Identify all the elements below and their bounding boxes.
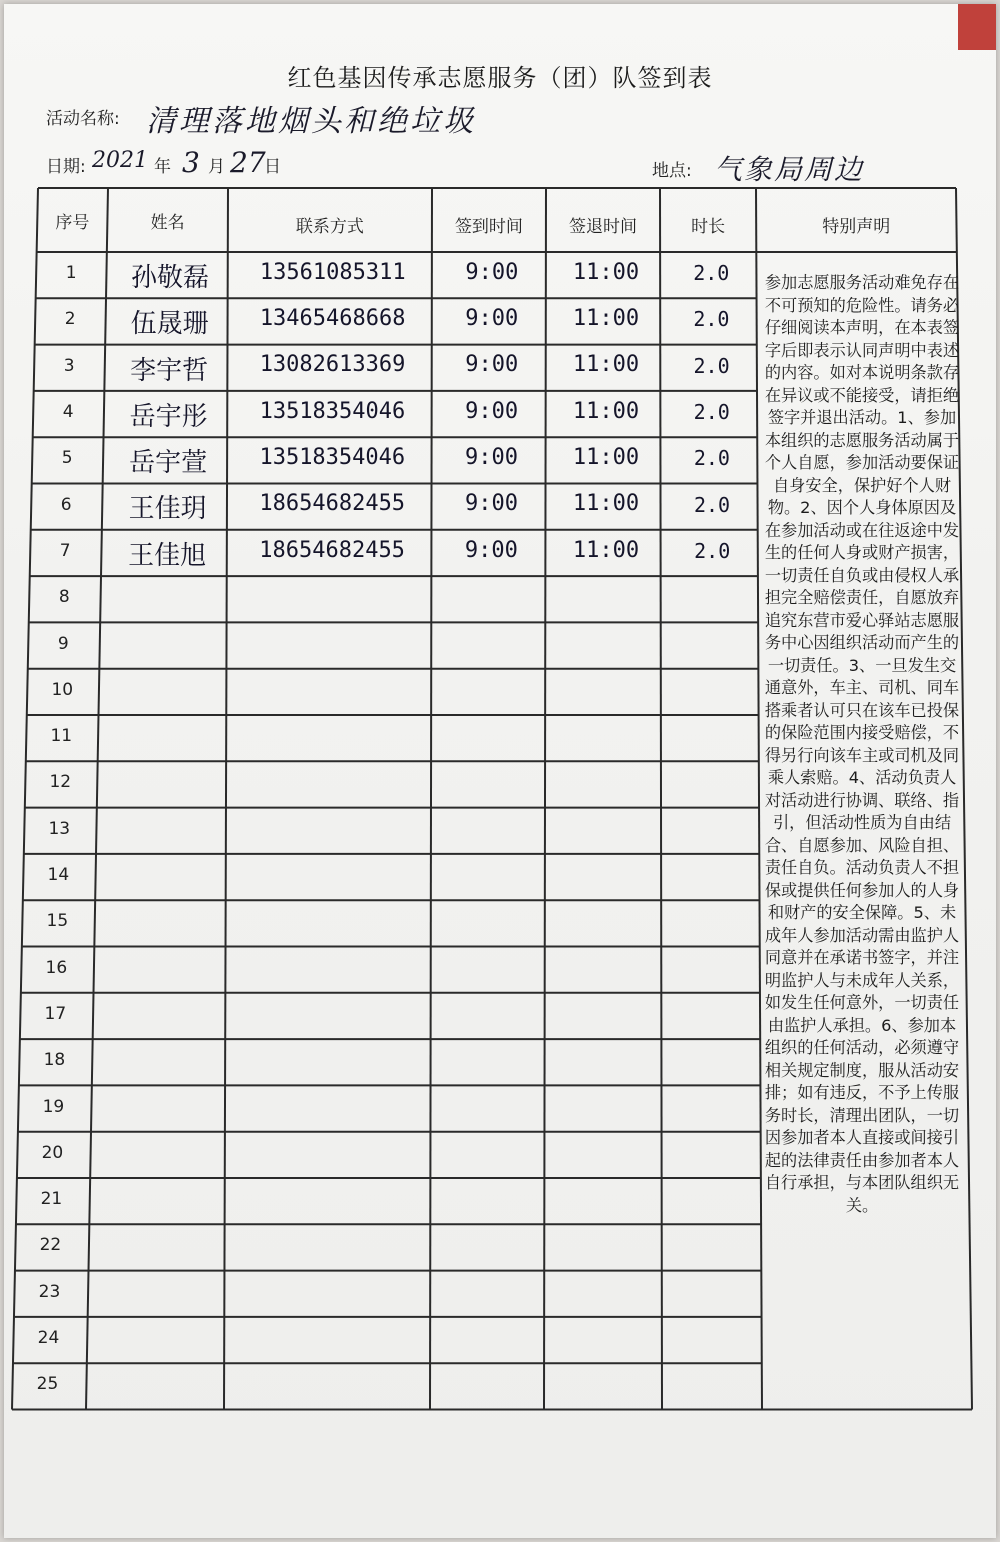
row-number: 4 [62,402,74,423]
activity-label: 活动名称: [46,109,120,129]
row-number: 18 [43,1050,66,1071]
cell-in: 9:00 [465,444,519,470]
cell-dur: 2.0 [693,307,730,332]
cell-out: 11:00 [572,444,640,470]
cell-dur: 2.0 [693,492,731,517]
row-number: 24 [37,1328,60,1349]
place-value: 气象局周边 [714,153,865,186]
header-1: 姓名 [150,213,185,233]
row-number: 17 [44,1003,67,1024]
cell-phone: 13518354046 [259,398,406,424]
cell-name: 李宇哲 [130,355,209,386]
header-2: 联系方式 [295,217,364,237]
cell-phone: 18654682455 [259,491,406,517]
cell-in: 9:00 [465,259,519,285]
row-number: 20 [41,1142,64,1163]
place-label: 地点: [652,161,692,181]
row-number: 8 [58,587,70,608]
row-number: 14 [47,865,70,886]
cell-phone: 18654682455 [259,537,405,563]
cell-name: 岳宇萱 [129,448,208,479]
cell-phone: 13082613369 [259,352,406,378]
date-year-unit: 年 [154,157,171,177]
cell-in: 9:00 [465,306,519,332]
cell-out: 11:00 [572,537,640,563]
header-0: 序号 [55,213,90,233]
cell-phone: 13518354046 [259,444,406,470]
cell-dur: 2.0 [693,261,730,286]
row-number: 6 [60,494,72,515]
date-day-unit: 日 [264,157,281,177]
row-number: 5 [61,448,73,469]
row-number: 16 [45,957,68,978]
row-number: 25 [36,1374,59,1395]
header-4: 签退时间 [568,217,637,237]
row-number: 22 [39,1235,62,1256]
cell-in: 9:00 [465,352,519,378]
row-number: 19 [42,1096,65,1117]
cell-out: 11:00 [572,398,640,424]
cell-phone: 13465468668 [259,306,406,332]
row-number: 1 [65,263,77,284]
row-number: 9 [57,633,69,654]
cell-dur: 2.0 [693,353,730,378]
date-day: 27 [230,146,266,179]
row-number: 2 [64,309,76,330]
row-number: 23 [38,1281,61,1302]
cell-phone: 13561085311 [259,259,406,285]
date-month-unit: 月 [208,157,225,177]
grid-line [224,188,228,1410]
date-label: 日期: [46,157,86,177]
cell-dur: 2.0 [693,400,730,425]
grid-line [660,188,662,1410]
cell-dur: 2.0 [693,446,730,471]
cell-dur: 2.0 [694,538,731,563]
cell-in: 9:00 [465,398,519,424]
sheet-title: 红色基因传承志愿服务（团）队签到表 [287,64,713,92]
grid-line [544,188,546,1410]
cell-in: 9:00 [464,491,518,517]
activity-value: 清理落地烟头和绝垃圾 [146,104,476,139]
date-month: 3 [182,146,200,179]
cell-out: 11:00 [572,259,640,285]
cell-name: 岳宇彤 [129,401,208,432]
row-number: 13 [48,818,71,839]
cell-out: 11:00 [572,352,640,378]
row-number: 12 [49,772,72,793]
grid-line [430,188,432,1410]
row-number: 3 [63,355,75,376]
header-3: 签到时间 [454,217,523,237]
cell-name: 王佳玥 [128,494,207,525]
cell-out: 11:00 [572,491,640,517]
date-year: 2021 [92,148,148,173]
row-number: 7 [59,540,71,561]
cell-in: 9:00 [464,537,518,563]
cell-name: 伍晟珊 [130,309,209,340]
cell-out: 11:00 [572,306,640,332]
row-number: 10 [51,679,74,700]
special-notice: 参加志愿服务活动难免存在不可预知的危险性。请务必仔细阅读本声明，在本表签字后即表示认同声明中表述的内容。如对本说明条款存在异议或不能接受，请拒绝签字并退出活动。1、参加本组织的志愿服务活动属于个人自愿，参加活动要保证自身安全，保护好个人财物。2、因个人身体原因及在参加活动或在往返途中发生的任何人身或财产损害，一切责任自负或由侵权人承担完全赔偿责任，自愿放弃追究东营市爱心驿站志愿服务中心因组织活动而产生的一切责任。3、一旦发生交通意外，车主、司机、同车搭乘者认可只在该车已投保的保险范围内接受赔偿，不得另行向该车主或司机及同乘人索赔。4、活动负责人对活动进行协调、联络、指引，但活动性质为自由结合、自愿参加、风险自担、责任自负。活动负责人不担保或提供任何参加人的人身和财产的安全保障。5、未成年人参加活动需由监护人同意并在承诺书签字，并注明监护人与未成年人关系，如发生任何意外，一切责任由监护人承担。6、参加本组织的任何活动，必须遵守相关规定制度，服从活动安排；如有违反，不予上传服务时长，清理出团队，一切因参加者本人直接或间接引起的法律责任由参加者本人自行承担，与本团队组织无关。 [764,273,960,1215]
cell-name: 王佳旭 [128,540,207,571]
row-number: 11 [50,726,73,747]
header-6: 特别声明 [822,217,891,237]
row-number: 21 [40,1189,63,1210]
cell-name: 孙敬磊 [131,262,210,293]
header-5: 时长 [691,217,726,237]
row-number: 15 [46,911,69,932]
